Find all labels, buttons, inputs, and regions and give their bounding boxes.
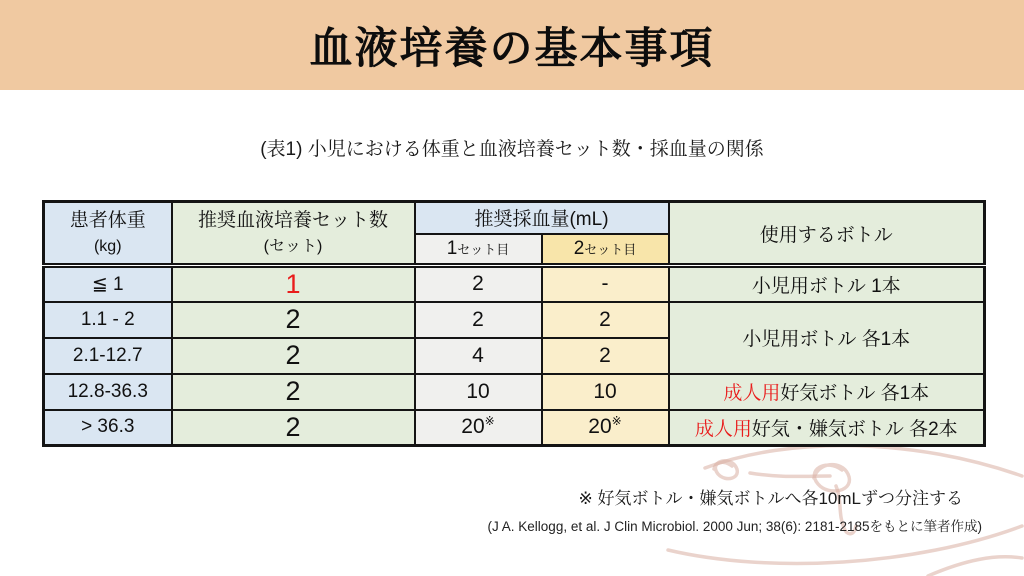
table-row bbox=[44, 410, 985, 446]
sets-cell: 1 bbox=[172, 266, 415, 302]
weight-cell: > 36.3 bbox=[44, 410, 172, 446]
header-blood-volume: 推奨採血量(mL) bbox=[415, 202, 669, 234]
header-set1-number: 1 bbox=[446, 237, 458, 259]
vol1-cell bbox=[415, 410, 542, 446]
page-title: 血液培養の基本事項 bbox=[309, 24, 715, 73]
vol1-cell: 2 bbox=[415, 302, 542, 338]
vol2-value: 20 bbox=[588, 415, 612, 439]
footnote: ※ 好気ボトル・嫌気ボトルへ各10mLずつ分注する bbox=[578, 489, 963, 508]
bottle-prefix: 成人用 bbox=[694, 418, 752, 440]
footnote-marker: ※ bbox=[484, 414, 495, 429]
weight-cell: 1.1 - 2 bbox=[44, 302, 172, 338]
table-caption: (表1) 小児における体重と血液培養セット数・採血量の関係 bbox=[260, 139, 764, 160]
weight-cell: 12.8-36.3 bbox=[44, 374, 172, 410]
table-row bbox=[44, 374, 985, 410]
weight-cell: ≦ 1 bbox=[44, 266, 172, 302]
bottle-cell bbox=[669, 302, 985, 374]
bottle-text: 好気・嫌気ボトル 各2本 bbox=[751, 418, 958, 440]
vol2-cell: - bbox=[542, 266, 669, 302]
sets-cell: 2 bbox=[172, 302, 415, 338]
vol1-value: 20 bbox=[461, 415, 485, 439]
header-set1-label: セット目 bbox=[457, 241, 510, 257]
header-patient-weight-unit: (kg) bbox=[93, 238, 122, 256]
table-row bbox=[44, 302, 985, 338]
sets-cell: 2 bbox=[172, 374, 415, 410]
bottle-prefix: 成人用 bbox=[723, 383, 781, 404]
bottle-cell bbox=[669, 374, 985, 410]
header-recommended-sets-unit: (セット) bbox=[263, 238, 323, 256]
header-set2 bbox=[542, 234, 669, 266]
header-set2-number: 2 bbox=[573, 237, 585, 259]
vol1-cell: 2 bbox=[415, 266, 542, 302]
header-bottle: 使用するボトル bbox=[669, 202, 985, 266]
table-row bbox=[44, 266, 985, 302]
header-patient-weight bbox=[44, 202, 172, 266]
header-recommended-sets-label: 推奨血液培養セット数 bbox=[197, 209, 388, 231]
header-patient-weight-label: 患者体重 bbox=[69, 209, 146, 231]
bottle-cell bbox=[669, 410, 985, 446]
weight-cell: 2.1-12.7 bbox=[44, 338, 172, 374]
header-set1 bbox=[415, 234, 542, 266]
vol2-cell bbox=[542, 410, 669, 446]
vol1-cell: 4 bbox=[415, 338, 542, 374]
footnote-marker: ※ bbox=[611, 414, 622, 429]
citation: (J A. Kellogg, et al. J Clin Microbiol. 2000 Jun; 38(6): 2181-2185をもとに筆者作成) bbox=[487, 519, 982, 534]
vol2-cell: 2 bbox=[542, 338, 669, 374]
bottle-cell bbox=[669, 266, 985, 302]
table-container bbox=[42, 200, 986, 447]
vol2-cell: 10 bbox=[542, 374, 669, 410]
bottle-text: 小児用ボトル 各1本 bbox=[742, 329, 911, 350]
title-banner bbox=[0, 0, 1024, 90]
vol2-cell: 2 bbox=[542, 302, 669, 338]
bottle-text: 好気ボトル 各1本 bbox=[780, 383, 930, 404]
header-recommended-sets bbox=[172, 202, 415, 266]
blood-culture-table bbox=[42, 200, 986, 447]
sets-cell: 2 bbox=[172, 410, 415, 446]
sets-cell: 2 bbox=[172, 338, 415, 374]
header-set2-label: セット目 bbox=[584, 241, 637, 257]
bottle-text: 小児用ボトル 1本 bbox=[751, 275, 901, 297]
vol1-cell: 10 bbox=[415, 374, 542, 410]
